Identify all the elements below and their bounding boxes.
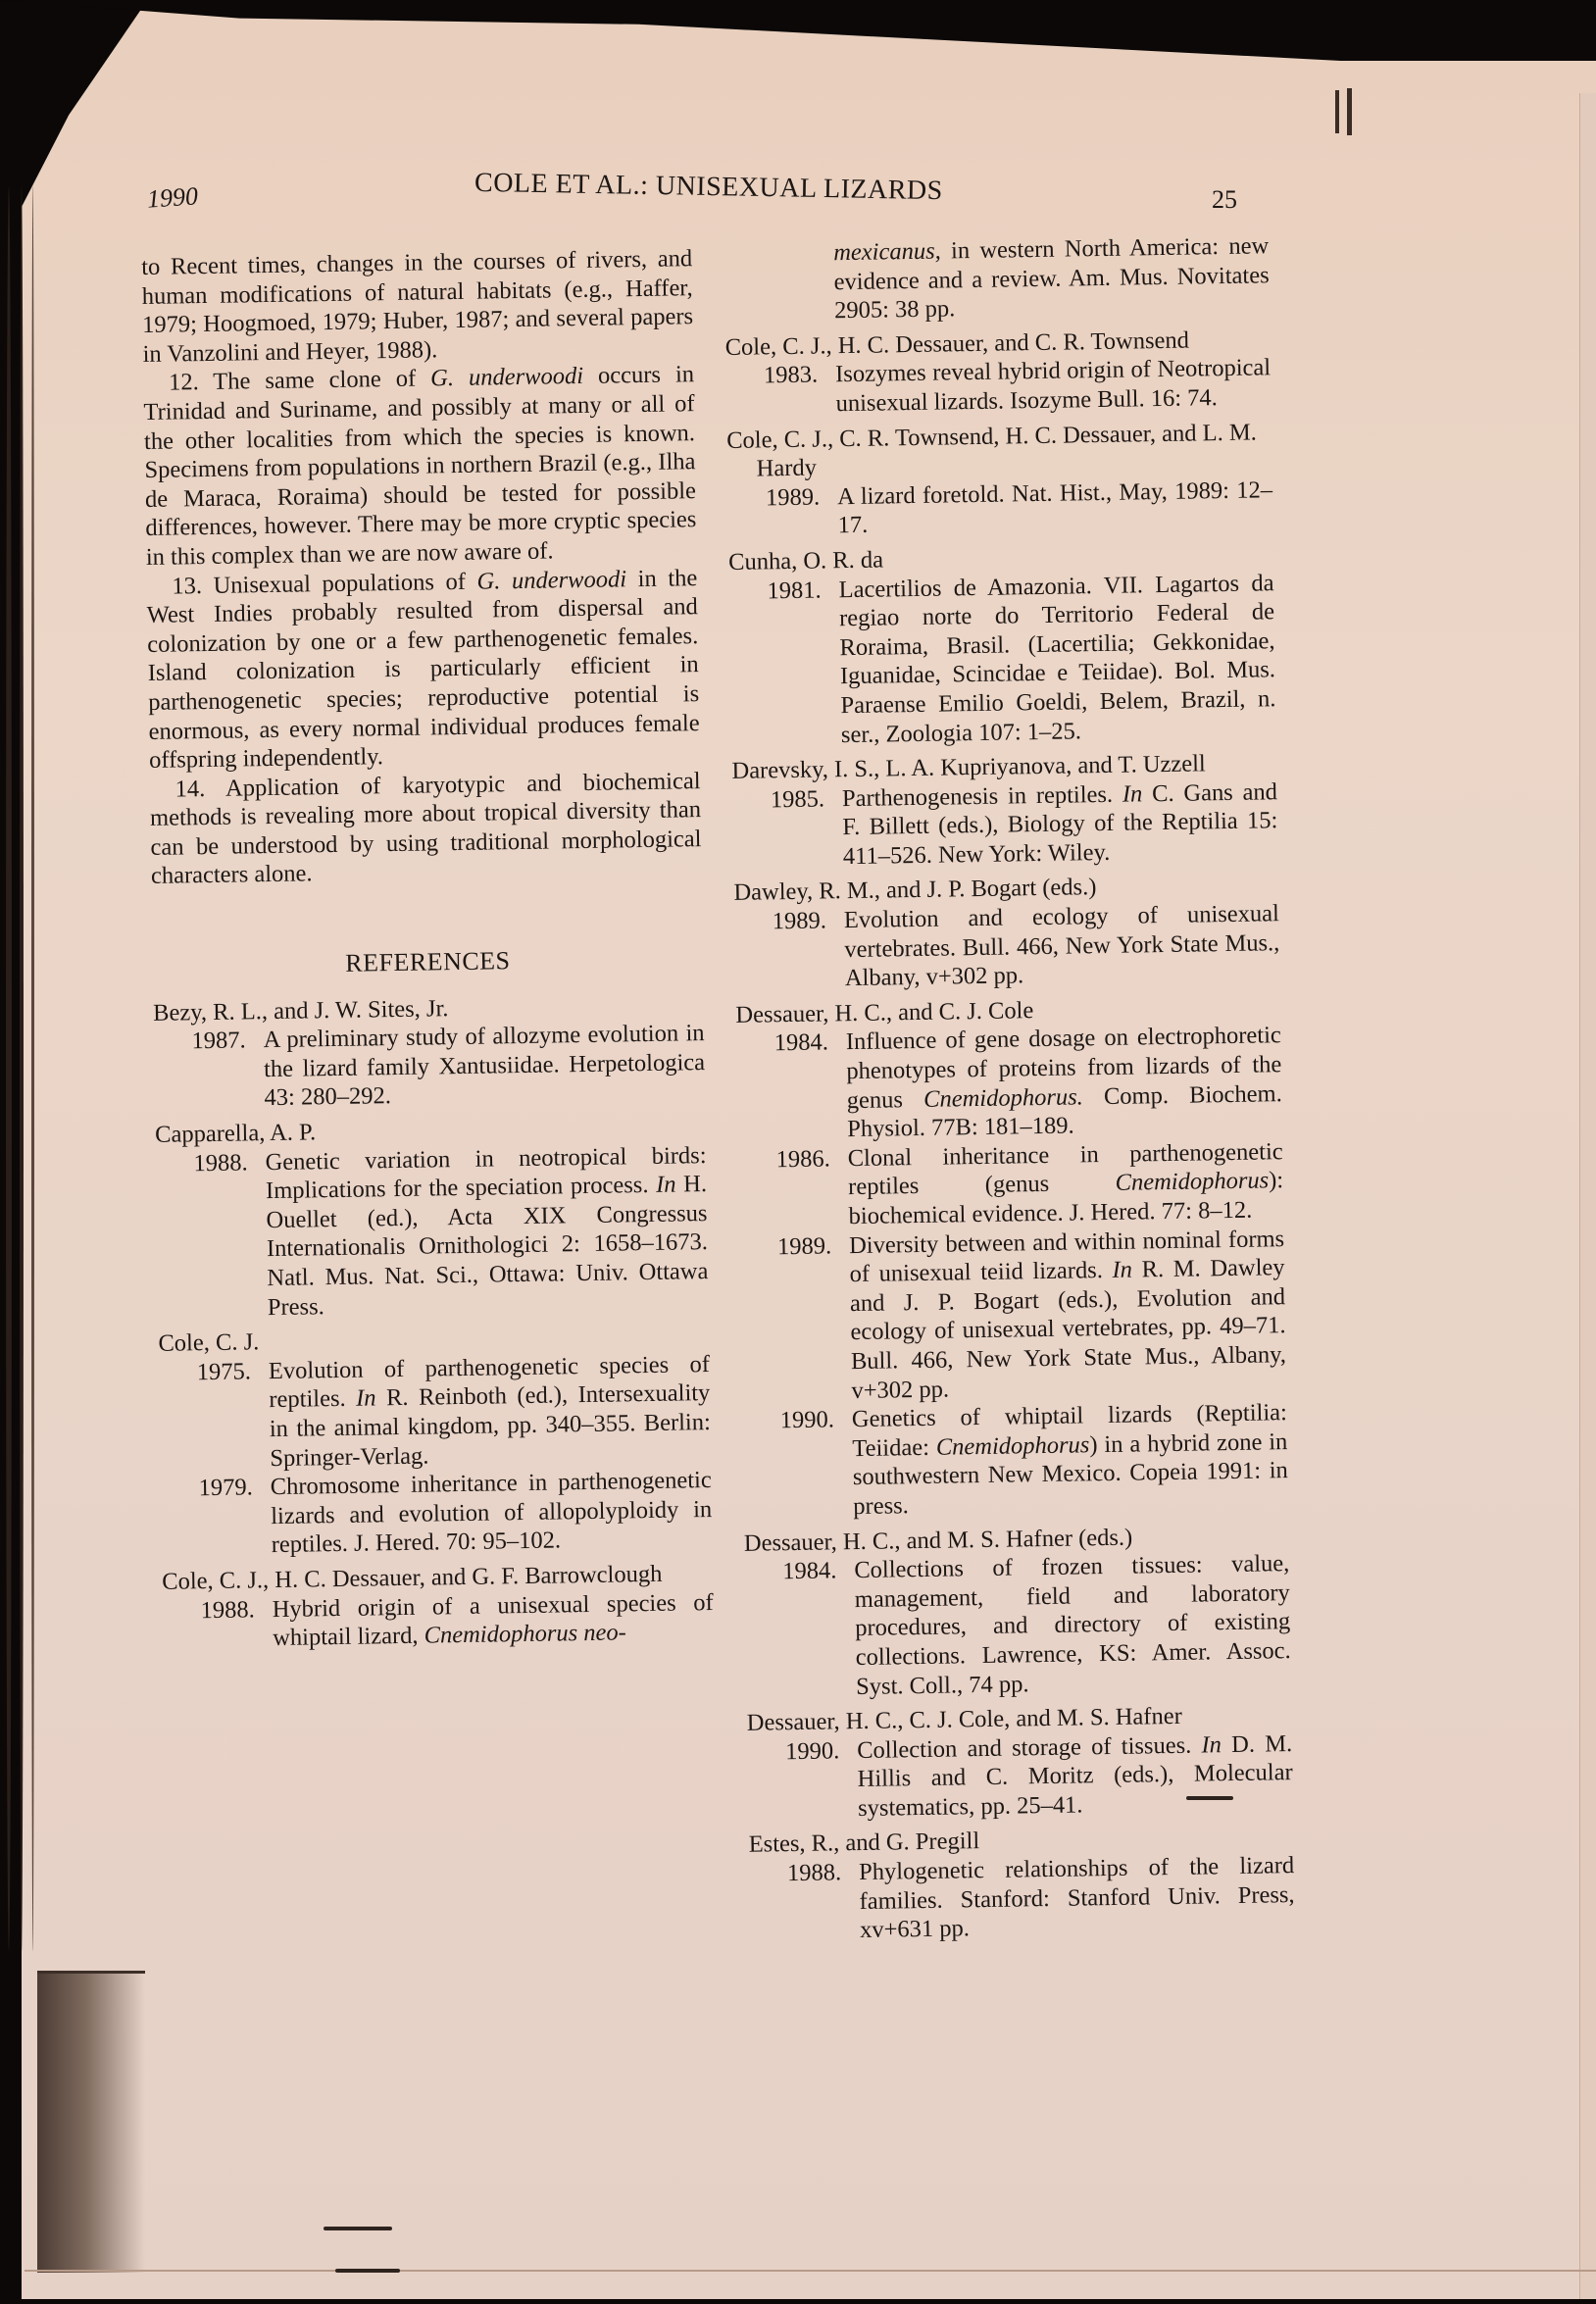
reference-entry — [724, 325, 1271, 421]
staple-mark — [324, 2227, 392, 2230]
reference-work — [734, 899, 1280, 995]
reference-year: 1988. — [193, 1149, 248, 1177]
reference-year: 1990. — [784, 1737, 840, 1765]
reference-author: Dessauer, H. C., and M. S. Hafner (eds.) — [743, 1524, 1133, 1557]
reference-entry — [158, 1321, 713, 1562]
reference-work — [749, 1851, 1295, 1947]
reference-text: Genetics of whiptail lizards (Reptilia: Teiidae: Cnemidophorus) in a hybrid zone in southwestern New Mexico. Copeia 1991: in press. — [851, 1399, 1288, 1521]
reference-year: 1987. — [191, 1027, 246, 1055]
reference-text: Phylogenetic relationships of the lizard families. Stanford: Stanford Univ. Press, xv+631 pp. — [858, 1852, 1295, 1944]
reference-work — [727, 476, 1273, 542]
reference-work — [728, 569, 1276, 751]
reference-entry — [726, 418, 1273, 542]
body-paragraph-12: 12. The same clone of G. underwoodi occurs in Trinidad and Suriname, and possibly at many or all of the other localities from which the species is known. Specimens from populations in northern Brazil (e.g., Ilha de Maraca, Roraima) should be tested for possible differences, however. There may be more cryptic species in this complex than we are now aware of. — [143, 361, 697, 571]
reference-text: A lizard foretold. Nat. Hist., May, 1989: 12–17. — [836, 476, 1273, 539]
reference-work — [744, 1549, 1291, 1703]
reference-author: Estes, R., and G. Pregill — [748, 1828, 980, 1859]
reference-continuation: mexicanus, in western North America: new evidence and a review. Am. Mus. Novitates 2905: 38 pp. — [833, 232, 1270, 325]
reference-entry — [744, 1521, 1292, 1703]
reference-author: Cole, C. J., C. R. Townsend, H. C. Dessauer, and L. M. Hardy — [725, 419, 1257, 482]
running-head — [0, 167, 1596, 214]
body-paragraph: to Recent times, changes in the courses of rivers, and human modifications of natural habitats (e.g., Haffer, 1979; Hoogmoed, 1979; Huber, 1987; and several papers in Vanzolini and Heyer, 1988). — [141, 245, 694, 368]
binding-mark — [1347, 88, 1352, 135]
scan-shadow — [37, 1971, 145, 2273]
right-column — [723, 231, 1295, 1946]
reference-author: Cole, C. J., H. C. Dessauer, and G. F. Barrowclough — [162, 1560, 663, 1595]
reference-text: Evolution and ecology of unisexual vertebrates. Bull. 466, New York State Mus., Albany, v+302 pp. — [843, 900, 1280, 992]
reference-work — [736, 1022, 1283, 1146]
reference-work — [153, 1019, 705, 1115]
reference-year: 1988. — [200, 1595, 255, 1624]
reference-entry — [153, 990, 706, 1115]
reference-year: 1981. — [767, 576, 822, 604]
reference-year: 1984. — [781, 1557, 837, 1585]
reference-author: Cunha, O. R. da — [727, 546, 884, 576]
reference-author: Cole, C. J., H. C. Dessauer, and C. R. Townsend — [724, 326, 1190, 361]
reference-year: 1985. — [770, 785, 825, 814]
body-paragraph-13: 13. Unisexual populations of G. underwoodi in the West Indies probably resulted from dispersal and colonization by one or a few parthenogenetic females. Island colonization is particularly efficient in parthenogenetic species; reproductive potential is enormous, as every normal individual produces female offspring independently. — [146, 564, 700, 775]
reference-year: 1989. — [765, 483, 821, 512]
reference-text: Collection and storage of tissues. In D. M. Hillis and C. Moritz (eds.), Molecular systematics, pp. 25–41. — [856, 1729, 1293, 1822]
reference-year: 1983. — [763, 361, 819, 389]
reference-author: Dessauer, H. C., C. J. Cole, and M. S. Hafner — [746, 1702, 1182, 1736]
reference-year: 1984. — [773, 1028, 829, 1057]
reference-work — [739, 1225, 1287, 1407]
reference-entry — [731, 748, 1278, 873]
reference-text: A preliminary study of allozyme evolution in the lizard family Xantusiidae. Herpetologica 43: 280–292. — [263, 1020, 706, 1112]
page-edge-right — [1579, 93, 1596, 2299]
reference-work — [747, 1729, 1293, 1826]
reference-year: 1990. — [779, 1406, 835, 1434]
reference-entry — [155, 1112, 709, 1324]
page-curl-edges — [6, 186, 55, 1951]
binding-mark — [1335, 90, 1339, 133]
reference-work — [738, 1137, 1284, 1233]
page-edge-bottom — [25, 2270, 1596, 2272]
reference-work — [161, 1466, 713, 1562]
reference-work — [742, 1398, 1289, 1523]
left-column — [141, 244, 714, 1654]
reference-text: Parthenogenesis in reptiles. In C. Gans and F. Billett (eds.), Biology of the Reptilia 15: 411–526. New York: Wiley. — [841, 777, 1278, 871]
reference-work — [163, 1588, 715, 1655]
reference-work — [725, 354, 1272, 421]
reference-author: Dawley, R. M., and J. P. Bogart (eds.) — [733, 874, 1097, 907]
page-number: 25 — [1212, 185, 1237, 214]
reference-text: Lacertilios de Amazonia. VII. Lagartos da regiao norte do Territorio Federal de Roraima, Brasil. (Lacertilia; Gekkonidae, Iguanidae, Scincidae e Teiidae). Bol. Mus. Paraense Emilio Goeldi, Belem, Brazil, n. ser., Zoologia 107: 1–25. — [838, 569, 1276, 748]
references-heading: REFERENCES — [345, 946, 511, 977]
reference-entry — [162, 1559, 714, 1655]
reference-entry — [747, 1700, 1294, 1825]
reference-work — [732, 777, 1278, 874]
reference-year: 1979. — [198, 1474, 254, 1502]
reference-work — [155, 1141, 709, 1324]
reference-text: Hybrid origin of a unisexual species of whiptail lizard, Cnemidophorus neo- — [272, 1588, 714, 1652]
reference-year: 1989. — [776, 1231, 832, 1260]
reference-text: Genetic variation in neotropical birds: Implications for the speciation process. In H. Ouellet (ed.), Acta XIX Congressus Internationalis Ornithologici 2: 1658–1673. Natl. Mus. Nat. Sci., Ottawa: Univ. Ottawa Press. — [265, 1141, 709, 1321]
body-paragraph-14: 14. Application of karyotypic and biochemical methods is revealing more about tropical diversity than can be understood by using traditional morphological characters alone. — [149, 767, 702, 890]
reference-entry — [733, 871, 1280, 995]
staple-mark — [335, 2269, 400, 2273]
reference-entry — [728, 539, 1276, 751]
header-year: 1990 — [146, 181, 199, 214]
reference-year: 1988. — [786, 1859, 842, 1887]
reference-text: Influence of gene dosage on electrophoretic phenotypes of proteins from lizards of the genus Cnemidophorus. Comp. Biochem. Physiol. 77B: 181–189. — [845, 1022, 1282, 1143]
reference-entry — [748, 1823, 1295, 1947]
reference-year: 1975. — [196, 1358, 252, 1386]
reference-author: Bezy, R. L., and J. W. Sites, Jr. — [152, 994, 449, 1027]
reference-text: Isozymes reveal hybrid origin of Neotropical unisexual lizards. Isozyme Bull. 16: 74. — [834, 354, 1272, 418]
reference-list-right — [724, 325, 1295, 1947]
reference-text: Collections of frozen tissues: value, management, field and laboratory procedures, and directory of existing collections. Lawrence, KS: Amer. Assoc. Syst. Coll., 74 pp. — [854, 1550, 1291, 1700]
reference-year: 1986. — [775, 1145, 830, 1174]
reference-author: Capparella, A. P. — [154, 1119, 317, 1148]
reference-author: Cole, C. J. — [158, 1328, 260, 1358]
reference-text: Chromosome inheritance in parthenogenetic lizards and evolution of allopolyploidy in reptiles. J. Hered. 70: 95–102. — [270, 1467, 713, 1559]
reference-year: 1989. — [772, 907, 827, 935]
header-title: COLE ET AL.: UNISEXUAL LIZARDS — [474, 167, 944, 207]
reference-text: Evolution of parthenogenetic species of reptiles. In R. Reinboth (ed.), Intersexuality in the animal kingdom, pp. 340–355. Berlin: Springer-Verlag. — [268, 1350, 712, 1472]
reference-list-left — [153, 990, 714, 1655]
reference-entry — [735, 992, 1288, 1523]
reference-author: Dessauer, H. C., and C. J. Cole — [735, 996, 1034, 1028]
reference-work — [159, 1350, 712, 1475]
reference-text: Diversity between and within nominal forms of unisexual teiid lizards. In R. M. Dawley and J. P. Bogart (eds.), Evolution and ecology of unisexual vertebrates, pp. 49–71. Bull. 466, New York State Mus., Albany, v+302 pp. — [848, 1225, 1287, 1404]
reference-author: Darevsky, I. S., L. A. Kupriyanova, and T. Uzzell — [731, 750, 1206, 785]
reference-text: Clonal inheritance in parthenogenetic reptiles (genus Cnemidophorus): biochemical evidence. J. Hered. 77: 8–12. — [847, 1137, 1284, 1230]
